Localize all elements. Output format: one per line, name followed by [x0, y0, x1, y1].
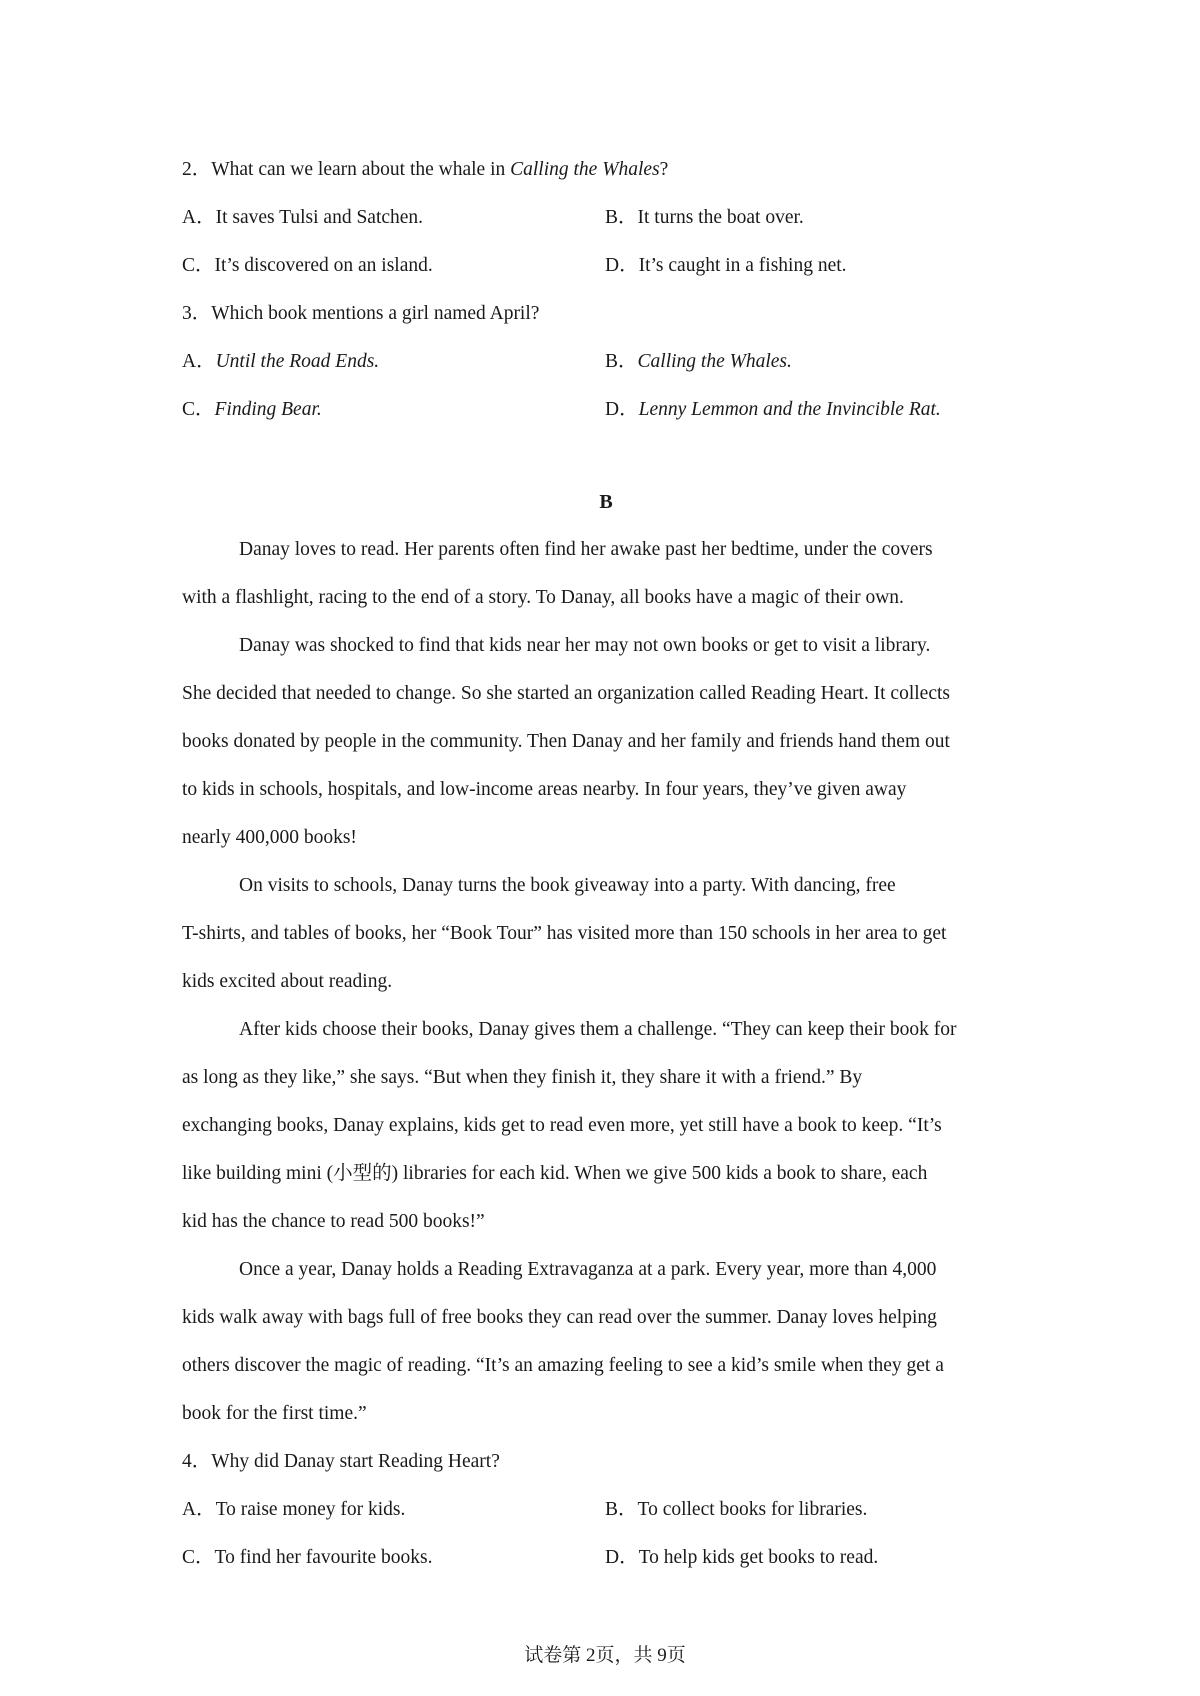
question-3-option-b[interactable] — [605, 350, 792, 374]
passage-line: She decided that needed to change. So she started an organization called Reading Heart. It collects — [182, 683, 950, 704]
passage-line: kid has the chance to read 500 books!” — [182, 1211, 485, 1232]
question-2-stem-text: 2．What can we learn about the whale in — [182, 159, 511, 180]
question-2-option-b[interactable] — [605, 206, 804, 230]
question-2-option-d[interactable] — [605, 254, 847, 278]
passage-line: Once a year, Danay holds a Reading Extravaganza at a park. Every year, more than 4,000 — [239, 1259, 937, 1280]
option-text: To help kids get books to read. — [638, 1547, 879, 1568]
option-label: D． — [605, 399, 639, 420]
option-label: C． — [182, 1547, 215, 1568]
section-b-title: B — [599, 491, 613, 513]
option-label: B． — [605, 1499, 638, 1520]
question-4-option-d[interactable] — [605, 1546, 878, 1570]
option-label: B． — [605, 207, 638, 228]
passage-line: with a flashlight, racing to the end of a story. To Danay, all books have a magic of their own. — [182, 587, 904, 608]
passage-line: exchanging books, Danay explains, kids get to read even more, yet still have a book to keep. “It’s — [182, 1115, 942, 1136]
option-label: D． — [605, 255, 639, 276]
page-footer: 试卷第 2页，共 9页 — [524, 1645, 686, 1666]
option-text: It turns the boat over. — [637, 207, 804, 228]
option-text: Calling the Whales. — [637, 351, 792, 372]
option-text: Until the Road Ends. — [215, 351, 380, 372]
option-label: D． — [605, 1547, 639, 1568]
passage-line: nearly 400,000 books! — [182, 827, 357, 848]
option-text: To collect books for libraries. — [637, 1499, 868, 1520]
option-text: To raise money for kids. — [215, 1499, 406, 1520]
option-label: B． — [605, 351, 638, 372]
option-label: A． — [182, 351, 216, 372]
option-text: It’s caught in a fishing net. — [638, 255, 847, 276]
question-3-stem: 3．Which book mentions a girl named April? — [182, 303, 540, 324]
option-text: Lenny Lemmon and the Invincible Rat. — [638, 399, 941, 420]
passage-line: Danay loves to read. Her parents often find her awake past her bedtime, under the covers — [239, 539, 933, 560]
passage-line: kids walk away with bags full of free books they can read over the summer. Danay loves helping — [182, 1307, 937, 1328]
passage-line: kids excited about reading. — [182, 971, 393, 992]
passage-line: On visits to schools, Danay turns the book giveaway into a party. With dancing, free — [239, 875, 896, 896]
passage-line: as long as they like,” she says. “But when they finish it, they share it with a friend.” By — [182, 1067, 863, 1088]
question-4-stem: 4．Why did Danay start Reading Heart? — [182, 1451, 500, 1472]
question-3-option-a[interactable] — [182, 350, 379, 374]
passage-line: like building mini (小型的) libraries for each kid. When we give 500 kids a book to share, each — [182, 1163, 928, 1184]
passage-line: others discover the magic of reading. “It’s an amazing feeling to see a kid’s smile when they get a — [182, 1355, 944, 1376]
question-2-option-a[interactable] — [182, 206, 423, 230]
option-label: A． — [182, 1499, 216, 1520]
passage-line: After kids choose their books, Danay gives them a challenge. “They can keep their book for — [239, 1019, 957, 1040]
option-label: A． — [182, 207, 216, 228]
passage-line: book for the first time.” — [182, 1403, 367, 1424]
question-3-option-d[interactable] — [605, 398, 941, 422]
option-text: To find her favourite books. — [214, 1547, 433, 1568]
question-2-option-c[interactable] — [182, 254, 433, 278]
option-text: It’s discovered on an island. — [214, 255, 433, 276]
option-text: Finding Bear. — [214, 399, 322, 420]
option-label: C． — [182, 255, 215, 276]
passage-line: to kids in schools, hospitals, and low-income areas nearby. In four years, they’ve given away — [182, 779, 907, 800]
question-2-stem — [182, 158, 668, 182]
option-label: C． — [182, 399, 215, 420]
question-4-option-c[interactable] — [182, 1546, 432, 1570]
question-2-book-title: Calling the Whales — [510, 159, 660, 180]
passage-line: Danay was shocked to find that kids near her may not own books or get to visit a library. — [239, 635, 931, 656]
question-4-option-a[interactable] — [182, 1498, 405, 1522]
question-4-option-b[interactable] — [605, 1498, 867, 1522]
passage-line: books donated by people in the community. Then Danay and her family and friends hand them out — [182, 731, 950, 752]
option-text: It saves Tulsi and Satchen. — [215, 207, 424, 228]
question-2-stem-end: ? — [659, 159, 669, 180]
passage-line: T-shirts, and tables of books, her “Book Tour” has visited more than 150 schools in her area to get — [182, 923, 947, 944]
question-3-option-c[interactable] — [182, 398, 322, 422]
